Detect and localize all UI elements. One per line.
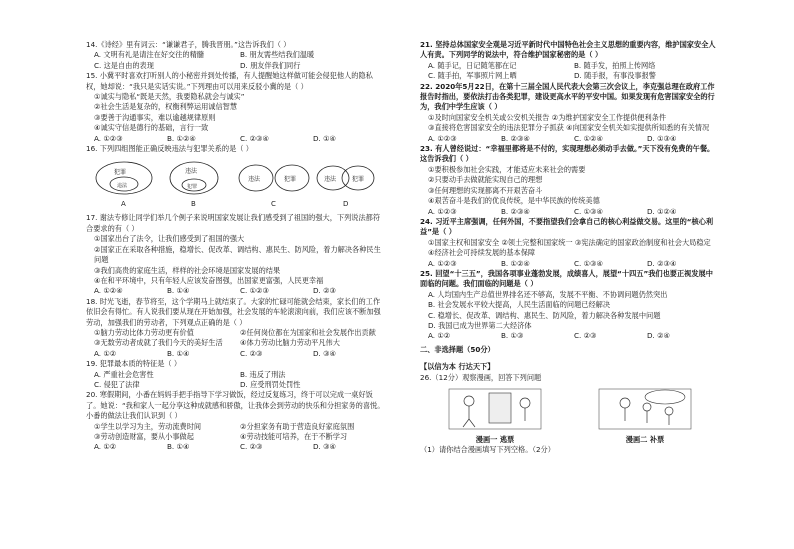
question-26: 26.（12分）观察漫画，回答下列问题 bbox=[420, 372, 542, 382]
q14-option-a: A. 文明有礼是请注在好交往的精髓 bbox=[94, 50, 204, 60]
question-24: 24. 习近平主席强调，任何外国，不要指望我们会拿自己的核心利益做交易。这里的“核心利益”是（ ） bbox=[420, 216, 714, 237]
q22-item-4: ④向国家安全机关如实提供所知悉的有关情况 bbox=[566, 123, 710, 133]
q23-choice-b: B. ②③④ bbox=[501, 206, 530, 216]
question-19: 19. 犯罪最本质的特征是（ ） bbox=[86, 359, 182, 369]
q24-item-3: ③宪法确定的国家政治制度和社会大局稳定 bbox=[574, 237, 711, 247]
q20-choices bbox=[86, 442, 386, 452]
q20-choice-a: A. ①② bbox=[94, 442, 117, 452]
cartoon-2-caption: 漫画二 补票 bbox=[625, 434, 665, 444]
question-17: 17. 谢法专修让同学们举几个例子来说明国家发展让我们感受到了祖国的强大，下列说法都符合要求的有（ ） bbox=[86, 213, 381, 233]
q25-choices bbox=[420, 331, 720, 341]
q23-choices bbox=[420, 207, 720, 217]
q22-items-3-4 bbox=[420, 123, 720, 133]
q17-choice-d: D. ②③ bbox=[313, 286, 336, 296]
question-21: 21. 坚持总体国家安全观是习近平新时代中国特色社会主义思想的重要内容，维护国家安全人人有责。下列同学的说法中，符合维护国家秘密的是（ ） bbox=[420, 40, 716, 60]
diagram-a-outer bbox=[96, 162, 152, 194]
q16-diagram-svg bbox=[86, 156, 386, 212]
q19-option-a: A. 严重社会危害性 bbox=[94, 369, 154, 379]
q15-item-4: ④诚实守信是德行的基础，言行一致 bbox=[94, 123, 209, 133]
q25-choice-d: D. ②④ bbox=[647, 331, 670, 341]
q15-item-2: ②社会生活是复杂的，权衡利弊运用诚信智慧 bbox=[94, 102, 238, 112]
cartoon-1 bbox=[445, 385, 545, 445]
cartoon-2 bbox=[595, 385, 695, 445]
q20-choice-d: D. ③④ bbox=[313, 442, 336, 452]
q19-option-c: C. 侵犯了法律 bbox=[94, 379, 140, 389]
q22-choice-d: D. ①③④ bbox=[647, 133, 677, 143]
q17-choice-b: B. ①④ bbox=[167, 286, 190, 296]
q16-diagrams bbox=[86, 156, 386, 212]
q25-choice-b: B. ①③ bbox=[501, 331, 524, 341]
diagram-letter-c: C bbox=[271, 200, 276, 209]
q19-option-b: B. 违反了刑法 bbox=[240, 369, 286, 379]
q17-choice-a: A. ①②④ bbox=[94, 286, 123, 296]
q17-item-1: ①国家出台了法令，让我们感受到了祖国的强大 bbox=[94, 234, 245, 244]
q24-item-2: ②领土完整和国家统一 bbox=[501, 237, 573, 247]
diagram-b-inner-label: 犯罪 bbox=[187, 184, 198, 191]
q18-items bbox=[86, 328, 386, 349]
q20-item-4: ④劳动技能可培养，在于不断学习 bbox=[240, 432, 348, 441]
q15-choice-d: D. ①④ bbox=[313, 133, 336, 143]
question-16: 16. 下列四组图能正确反映违法与犯罪关系的是（ ） bbox=[86, 144, 253, 154]
q18-choice-a: A. ①② bbox=[94, 348, 117, 358]
q23-item-4: ④艰苦奋斗是我们的优良传统，是中华民族的传统美德 bbox=[428, 196, 600, 206]
q17-choices bbox=[86, 286, 386, 296]
q24-items-1-3 bbox=[420, 238, 720, 248]
q20-item-3: ③劳动创造财富，要从小事做起 bbox=[94, 432, 194, 441]
q20-choice-b: B. ①④ bbox=[167, 442, 190, 452]
q20-item-1: ①学生以学习为主，劳动流费时间 bbox=[94, 421, 202, 431]
cartoon-1-illustration bbox=[445, 385, 545, 431]
q21-option-b: B. 随手发，拍照上传网络 bbox=[574, 60, 656, 70]
q22-choice-b: B. ②③④ bbox=[501, 133, 530, 143]
q18-choice-d: D. ③④ bbox=[313, 348, 336, 358]
q23-choice-a: A. ①②③ bbox=[428, 206, 457, 216]
q17-item-3: ③我们高贵的家庭生活，样样的社会环境是国家发展的结果 bbox=[94, 265, 281, 275]
q25-option-c: C. 稳增长、促改革、调结构、惠民生、防风险，着力解决各种发展中问题 bbox=[428, 310, 661, 320]
section-banner: 【以信为本 行达天下】 bbox=[420, 362, 495, 372]
q20-item-2: ②分担家务有助于营造良好家庭氛围 bbox=[240, 421, 355, 431]
q25-choice-a: A. ①② bbox=[428, 331, 451, 341]
q18-item-3: ③无数劳动者成就了我们今天的美好生活 bbox=[94, 338, 223, 348]
q14-option-b: B. 朋友需些结我们温暖 bbox=[240, 50, 315, 60]
q22-item-1: ①及时向国家安全机关或公安机关报告 bbox=[428, 112, 550, 122]
q24-choice-b: B. ①②④ bbox=[501, 258, 530, 268]
q17-item-4: ④在和平环境中，只有年轻人应该发奋图强，出国家更富强，人民更幸福 bbox=[94, 275, 324, 285]
left-column bbox=[86, 40, 386, 453]
question-23: 23. 有人曾经说过：“幸福里都将是不付的，实现理想必须动手去做。”天下没有免费的午餐。这告诉我们（ ） bbox=[420, 144, 715, 164]
q15-item-1: ①诚实与隐私“既是天然，我要隐私就会与诚实” bbox=[94, 92, 245, 102]
q22-choices bbox=[420, 134, 720, 144]
q15-choice-a: A. ①②③ bbox=[94, 133, 123, 143]
q24-choice-c: C. ①③④ bbox=[574, 258, 603, 268]
q15-choice-c: C. ②③④ bbox=[240, 133, 269, 143]
q14-option-d: D. 朋友伴我们同行 bbox=[240, 60, 301, 70]
q23-choice-d: D. ①②④ bbox=[647, 206, 677, 216]
right-column bbox=[420, 40, 720, 455]
q25-option-d: D. 我国已成为世界第二大经济体 bbox=[428, 320, 532, 330]
question-25: 25. 回望“十三五”，我国各项事业蓬勃发展，成绩喜人，展望“十四五”我们也要正视发展中面临的问题。我们面临的问题是（ ） bbox=[420, 268, 713, 289]
q18-item-1: ①脑力劳动比体力劳动更有价值 bbox=[94, 327, 194, 337]
q21-options bbox=[420, 61, 720, 82]
diagram-a-outer-label: 犯罪 bbox=[114, 169, 127, 177]
q24-choice-a: A. ①②③ bbox=[428, 258, 457, 268]
section-2-heading: 二、非选择题（50分） bbox=[420, 344, 495, 354]
q14-options bbox=[86, 50, 386, 71]
q24-choices bbox=[420, 259, 720, 269]
q22-item-2: ②为维护国家安全工作提供便利条件 bbox=[551, 112, 667, 122]
q23-choice-c: C. ①③④ bbox=[574, 206, 603, 216]
q24-item-4: ④经济社会可持续发展的基本保障 bbox=[428, 248, 536, 258]
q21-option-d: D. 随手报，有事没事报警 bbox=[574, 71, 656, 81]
q17-item-2: ②国家正在采取各种措施，稳增长、促改革、调结构、惠民生、防风险，着力解决各种民生问题 bbox=[94, 244, 381, 265]
q21-option-a: A. 随手记，日记随笔都在记 bbox=[428, 60, 517, 70]
q15-item-3: ③要善于沟通事实，难以逾越规律原则 bbox=[94, 112, 216, 122]
cartoon-1-caption: 漫画一 逃票 bbox=[475, 434, 515, 444]
q15-choices bbox=[86, 134, 386, 144]
q14-option-c: C. 这是自由的表现 bbox=[94, 60, 154, 70]
q25-option-b: B. 社会发展水平较大提高，人民生活面临的问题已经解决 bbox=[428, 300, 611, 310]
q22-choice-c: C. ①②④ bbox=[574, 133, 603, 143]
q23-item-3: ③任何理想的实现都离不开艰苦奋斗 bbox=[428, 185, 543, 195]
question-26-sub-1: （1）请你结合漫画填写下列空格。（2分） bbox=[420, 445, 555, 454]
diagram-d-right-label: 犯罪 bbox=[352, 176, 365, 184]
q25-choice-c: C. ②③ bbox=[574, 331, 597, 341]
q18-choice-c: C. ②③ bbox=[240, 348, 263, 358]
question-14: 14.《诗经》里有词云：“谦谦君子，腾我晋朋。”这告诉我们（ ） bbox=[86, 40, 291, 49]
q18-item-4: ④体力劳动比脑力劳动平凡伟大 bbox=[240, 338, 340, 348]
diagram-b-outer-label: 违法 bbox=[185, 168, 198, 176]
question-15: 15. 小冀平时喜欢打听别人的小秘密并到处传播，有人提醒她这样做可能会侵犯他人的隐私权，她却说：“我只是实话实说。”下列理由可以用来反驳小冀的是（ ） bbox=[86, 71, 373, 91]
q23-item-1: ①要积极参加社会实践，才能适应未来社会的需要 bbox=[428, 164, 586, 174]
q24-choice-d: D. ②③④ bbox=[647, 258, 677, 268]
diagram-letter-d: D bbox=[343, 200, 349, 209]
q22-choice-a: A. ①②③ bbox=[428, 133, 457, 143]
question-20: 20. 寒假期间，小番在妈妈手把手指导下学习做饭，经过反复练习，终于可以完成一桌好饭了。她说：“我和家人一起分享这种成就感和骄傲，让我体会到劳动的快乐和分担家务的喜悦。小番的做法让我们认识到（ ） bbox=[86, 390, 385, 421]
diagram-a-inner-label: 违法 bbox=[117, 183, 128, 190]
cartoon-2-illustration bbox=[595, 385, 695, 431]
diagram-letter-b: B bbox=[191, 200, 196, 209]
q20-items bbox=[86, 422, 386, 443]
question-18: 18. 时光飞逝，春节将至，这个学期马上就结束了。大家的忙碌可能就会结束，家长们的工作依旧会有得忙。有人说我们要从现在开始加强，社会发展的车轮滚滚向前，我们应该不断加强劳动，加强我们的劳动者，下列观点正确的是（ ） bbox=[86, 296, 381, 327]
diagram-letter-a: A bbox=[121, 200, 126, 209]
diagram-c-left-label: 违法 bbox=[248, 176, 261, 184]
q15-choice-b: B. ①②④ bbox=[167, 133, 196, 143]
q18-choice-b: B. ①④ bbox=[167, 348, 190, 358]
cartoon-row bbox=[420, 385, 720, 445]
q22-items-1-2 bbox=[420, 113, 720, 123]
q25-option-a: A. 人均国内生产总值世界排名还不够高，发展不平衡、不协调问题仍然突出 bbox=[428, 289, 668, 299]
q18-item-2: ②任何岗位都在为国家和社会发展作出贡献 bbox=[240, 327, 376, 337]
q24-item-1: ①国家主权和国家安全 bbox=[428, 237, 500, 247]
q21-option-c: C. 随手拍，军事照片网上晒 bbox=[428, 71, 517, 81]
q17-choice-c: C. ①②③ bbox=[240, 286, 269, 296]
diagram-c-right-label: 犯罪 bbox=[284, 176, 297, 184]
question-22: 22. 2020年5月22日，在第十三届全国人民代表大会第三次会议上，李克强总理在政府工作报告时指出，要依法打击各类犯罪，建设更高水平的平安中国。如果发现有危害国家安全的行为，我们中学生应该（ ） bbox=[420, 81, 715, 112]
q22-item-3: ③直接将危害国家安全的违法犯罪分子抓获 bbox=[428, 123, 564, 133]
diagram-d-left-label: 违法 bbox=[324, 176, 337, 184]
q20-choice-c: C. ②③ bbox=[240, 442, 263, 452]
q23-item-2: ②只要动手去做就能实现自己的理想 bbox=[428, 175, 543, 185]
q18-choices bbox=[86, 349, 386, 359]
q19-option-d: D. 应受刑罚处罚性 bbox=[240, 379, 301, 389]
q19-options bbox=[86, 370, 386, 391]
